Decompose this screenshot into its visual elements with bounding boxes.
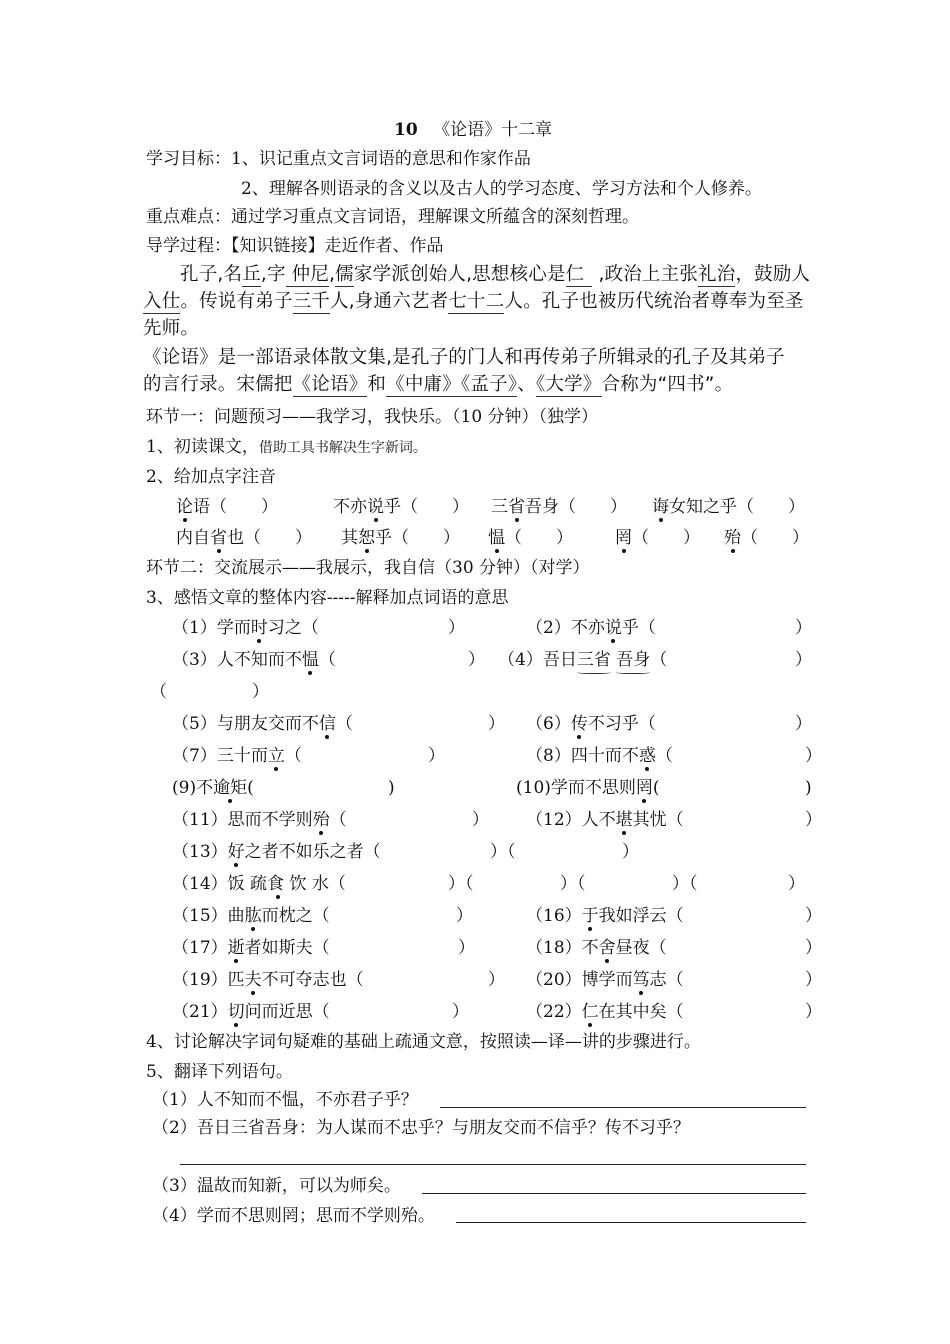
dotted-char: 省 (508, 497, 525, 517)
pron-item-r1-1: 论语（ ） (176, 497, 278, 517)
explain-item-1a: （1）学而时习之（ (172, 618, 319, 638)
author-line-3: 先师。 (143, 318, 200, 339)
explain-extra-blank-4: （ ） (150, 682, 269, 702)
explain-close-10b: ） (805, 938, 822, 958)
explain-close-2b: ） (795, 650, 812, 670)
dotted-word: 说 (604, 618, 622, 638)
explain-item-3b: （6）传不习乎（ (526, 714, 656, 734)
translate-2: （2）吾日三省吾身：为人谋而不忠乎？与朋友交而不信乎？传不习乎？ (152, 1118, 690, 1138)
key-points: 重点难点：通过学习重点文言词语，理解课文所蕴含的深刻哲理。 (146, 207, 639, 227)
section-1-heading: 环节一：问题预习——我学习，我快乐。（10 分钟）（独学） (146, 407, 599, 427)
author-line-1: 孔子,名丘,字 仲尼,儒家学派创始人,思想核心是仁 ,政治上主张礼治，鼓励人 (180, 264, 811, 285)
dotted-char: 愠 (488, 528, 505, 548)
translate-3: （3）温故而知新，可以为师矣。 (152, 1176, 401, 1196)
explain-blank-13: ）（ (490, 842, 516, 862)
explain-item-5a: (9)不逾矩( (172, 778, 254, 798)
explain-close-9a: ） (456, 906, 473, 926)
translate-1: （1）人不知而不愠，不亦君子乎？ (152, 1090, 418, 1110)
dotted-word: 时 (250, 618, 268, 638)
dotted-word: 传 (570, 714, 588, 734)
lesson-title: 《论语》十二章 (433, 120, 553, 140)
pron-item-r2-5: 殆（ ） (724, 528, 809, 548)
question-4: 4、讨论解决字词句疑难的基础上疏通文意，按照读—译—讲的步骤进行。 (146, 1032, 701, 1052)
dotted-word: 逝 (227, 938, 245, 958)
pron-item-r2-2: 其恕乎（ ） (341, 528, 460, 548)
pron-item-r1-4: 诲女知之乎（ ） (652, 497, 805, 517)
explain-item-12b: （22）仁在其中矣（ (526, 1002, 684, 1022)
page-title (394, 119, 552, 141)
explain-close-4a: ） (428, 746, 445, 766)
dotted-word: 好 (227, 842, 245, 862)
pron-item-r2-1: 内自省也（ ） (176, 528, 312, 548)
dotted-char: 论 (176, 497, 193, 517)
dotted-word: 愠 (301, 650, 319, 670)
explain-close-1a: ） (448, 618, 465, 638)
explain-item-10a: （17）逝者如斯夫（ (172, 938, 330, 958)
explain-close-12b: ） (805, 1002, 822, 1022)
dotted-word: 于 (581, 906, 599, 926)
guide-process: 导学过程：【知识链接】走近作者、作品 (146, 236, 444, 256)
dotted-word: 立 (267, 746, 285, 766)
explain-item-9b: （16）于我如浮云（ (526, 906, 684, 926)
explain-blank-14-3: ）（ (672, 874, 698, 894)
wavy-word: 吾身 (616, 650, 651, 670)
lunyu-line-1: 《论语》是一部语录体散文集,是孔子的门人和再传弟子所辑录的孔子及其弟子 (143, 347, 785, 368)
explain-close-11a: ） (488, 970, 505, 990)
wavy-word: 三省 (576, 650, 611, 670)
dotted-char: 殆 (724, 528, 741, 548)
dotted-char: 诲 (652, 497, 669, 517)
explain-close-5b: ) (805, 778, 812, 798)
dotted-word: 切 (227, 1002, 245, 1022)
lunyu-line-2: 的言行录。宋儒把《论语》和《中庸》《孟子》、《大学》合称为“四书”。 (143, 374, 734, 395)
question-5: 5、翻译下列语句。 (146, 1062, 293, 1082)
question-1: 1、初读课文，借助工具书解决生字新词。 (146, 437, 427, 457)
explain-item-3a: （5）与朋友交而不信（ (172, 714, 353, 734)
dotted-char: 恕 (358, 528, 375, 548)
pron-item-r1-2: 不亦说乎（ ） (333, 497, 469, 517)
dotted-char: 说 (367, 497, 384, 517)
explain-close-3b: ） (795, 714, 812, 734)
explain-item-2a: （3）人不知而不愠（ (172, 650, 336, 670)
explain-item-11a: （19）匹夫不可夺志也（ (172, 970, 364, 990)
section-2-heading: 环节二：交流展示——我展示，我自信（30 分钟）（对学） (146, 558, 590, 578)
dotted-word: 信 (318, 714, 336, 734)
explain-item-6a: （11）思而不学则殆（ (172, 810, 347, 830)
dotted-word: 饭 疏食 饮 水 (227, 874, 329, 894)
explain-close-6b: ） (805, 810, 822, 830)
dotted-word: 肱 (244, 906, 262, 926)
answer-line-1[interactable] (440, 1107, 806, 1108)
explain-item-4b: （8）四十而不惑（ (526, 746, 673, 766)
dotted-word: 殆 (312, 810, 330, 830)
goals-line-2: 2、理解各则语录的含义以及古人的学习态度、学习方法和个人修养。 (241, 179, 762, 199)
question-3: 3、感悟文章的整体内容-----解释加点词语的意思 (146, 588, 509, 608)
dotted-word: 舍 (598, 938, 616, 958)
answer-line-3[interactable] (422, 1193, 806, 1194)
explain-close-2a: ） (468, 650, 485, 670)
pron-item-r1-3: 三省吾身（ ） (491, 497, 627, 517)
dotted-word: 笃 (632, 970, 650, 990)
pron-item-r2-4: 罔（ ） (615, 528, 700, 548)
explain-item-11b: （20）博学而笃志（ (526, 970, 684, 990)
explain-blank-14-4: ） (788, 874, 805, 894)
lesson-number: 10 (394, 120, 418, 140)
explain-close-10a: ） (458, 938, 475, 958)
explain-close-4b: ） (805, 746, 822, 766)
dotted-char: 省 (210, 528, 227, 548)
pron-item-r2-3: 愠（ ） (488, 528, 573, 548)
explain-item-12a: （21）切问而近思（ (172, 1002, 330, 1022)
author-line-2: 入仕。传说有弟子三千人,身通六艺者七十二人。孔子也被历代统治者尊奉为至圣 (143, 291, 804, 312)
explain-close-11b: ） (805, 970, 822, 990)
explain-blank-14-2: ）（ (560, 874, 586, 894)
explain-close-6a: ） (472, 810, 489, 830)
explain-item-8a: （14）饭 疏食 饮 水（ (172, 874, 346, 894)
explain-item-9a: （15）曲肱而枕之（ (172, 906, 330, 926)
explain-close-1b: ） (795, 618, 812, 638)
explain-item-7a: （13）好之者不如乐之者（ (172, 842, 381, 862)
explain-close-13: ） (622, 842, 639, 862)
explain-item-10b: （18）不舍昼夜（ (526, 938, 667, 958)
explain-close-12a: ） (452, 1002, 469, 1022)
explain-item-6b: （12）人不堪其忧（ (526, 810, 684, 830)
answer-line-2[interactable] (180, 1164, 806, 1165)
explain-item-1b: （2）不亦说乎（ (526, 618, 656, 638)
answer-line-4[interactable] (456, 1222, 806, 1223)
dotted-word: 夫 (244, 970, 262, 990)
dotted-word: 仁 (581, 1002, 599, 1022)
explain-blank-14-1: ）（ (448, 874, 474, 894)
goals-line-1: 学习目标：1、识记重点文言词语的意思和作家作品 (146, 149, 531, 169)
dotted-word: 逾矩 (213, 778, 248, 798)
explain-close-9b: ） (805, 906, 822, 926)
explain-close-3a: ） (488, 714, 505, 734)
explain-item-2b: （4）吾日三省 吾身（ (498, 650, 668, 670)
dotted-word: 惑 (638, 746, 656, 766)
dotted-word: 罔 (635, 778, 653, 798)
explain-item-4a: （7）三十而立（ (172, 746, 302, 766)
dotted-char: 罔 (615, 528, 632, 548)
question-2: 2、给加点字注音 (146, 467, 276, 487)
dotted-word: 堪 (615, 810, 633, 830)
translate-4: （4）学而不思则罔；思而不学则殆。 (152, 1206, 435, 1226)
explain-close-5a: ) (388, 778, 395, 798)
explain-item-5b: (10)学而不思则罔( (516, 778, 660, 798)
